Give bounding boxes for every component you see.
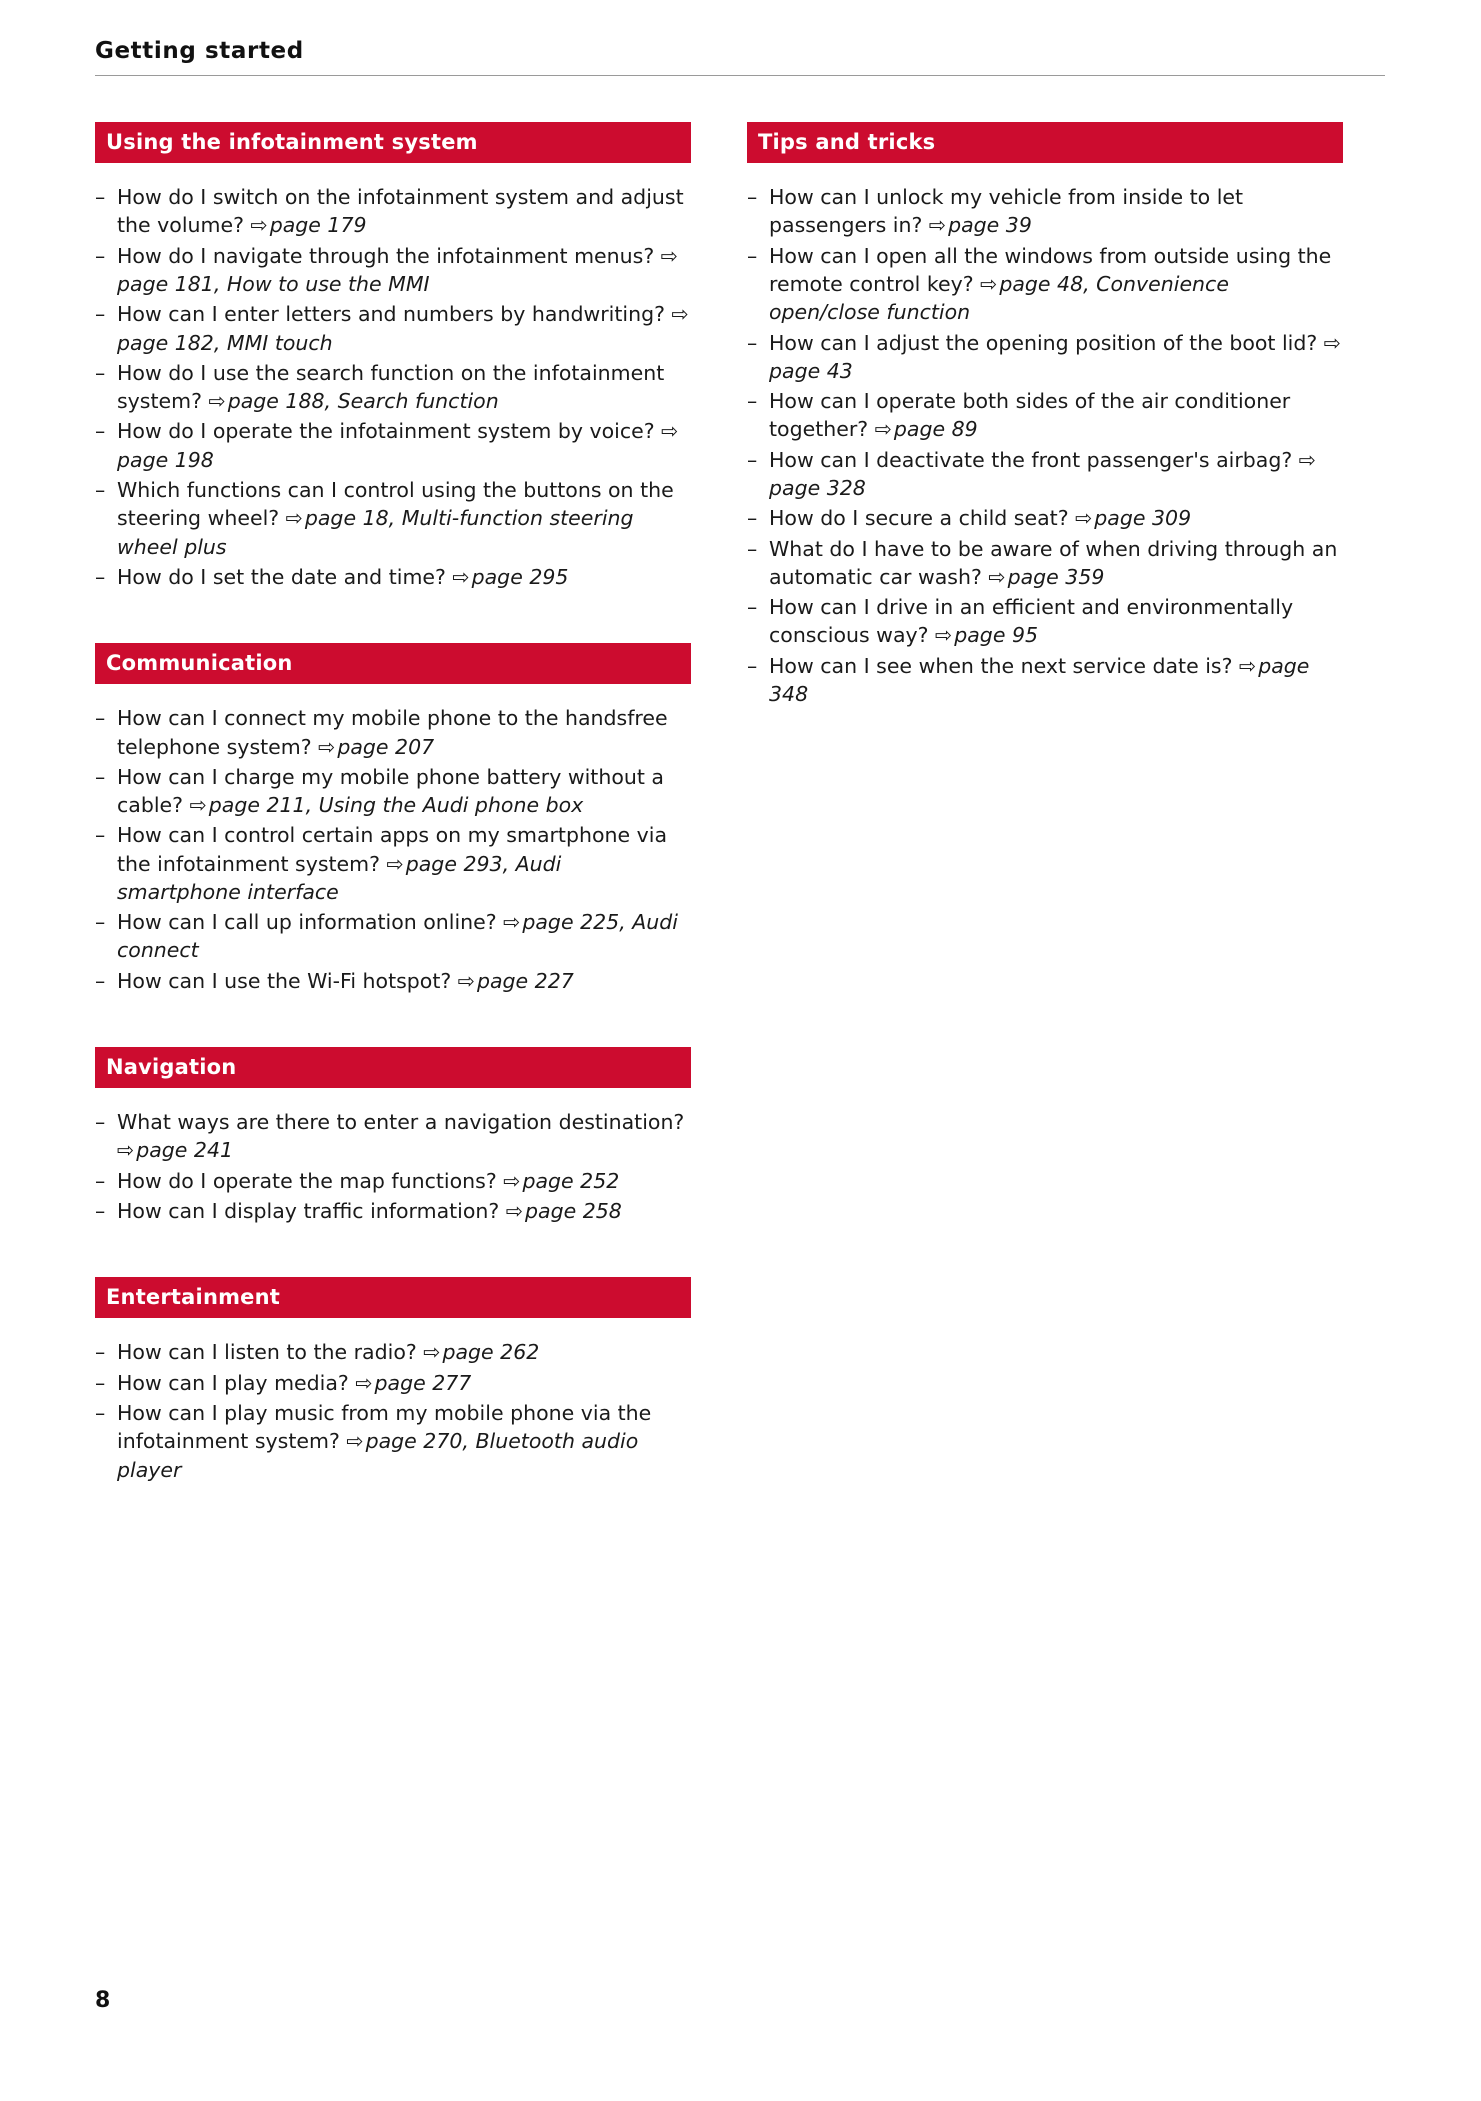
page-reference-label: page 252	[522, 1168, 620, 1193]
question-text: How can I see when the next service date is? ⇨page 348	[769, 653, 1310, 706]
page-reference-label: page 95	[954, 623, 1039, 648]
list-item	[95, 1338, 691, 1366]
bullet-dash-icon: –	[95, 910, 106, 935]
reference-arrow-icon: ⇨	[423, 1340, 441, 1365]
bullet-dash-icon: –	[95, 823, 106, 848]
list-item	[95, 1399, 691, 1484]
reference-arrow-icon: ⇨	[935, 623, 953, 648]
page-reference-label: page 258	[525, 1199, 622, 1224]
page-reference-label: page 328	[769, 475, 866, 500]
page-reference-label: page 89	[893, 417, 978, 442]
reference-arrow-icon: ⇨	[346, 1429, 364, 1454]
reference-arrow-icon: ⇨	[452, 564, 470, 589]
reference-arrow-icon: ⇨	[189, 793, 207, 818]
list-item	[95, 1369, 691, 1397]
reference-arrow-icon: ⇨	[988, 564, 1006, 589]
bullet-dash-icon: –	[95, 1168, 106, 1193]
reference-arrow-icon: ⇨	[503, 910, 521, 935]
list-item	[747, 183, 1343, 240]
page-reference[interactable]	[117, 1138, 233, 1162]
page-reference-label: page 227	[476, 968, 574, 993]
reference-arrow-icon: ⇨	[671, 302, 689, 327]
question-text: How can I display traffic information? ⇨page 258	[117, 1197, 691, 1225]
reference-arrow-icon: ⇨	[874, 417, 892, 442]
question-text: How do I navigate through the infotainment menus? ⇨page 181, How to use the MMI	[117, 243, 678, 296]
question-text: How can I connect my mobile phone to the handsfree telephone system? ⇨page 207	[117, 704, 691, 761]
question-text: How do I operate the map functions? ⇨page 252	[117, 1167, 691, 1195]
page-reference[interactable]	[117, 910, 678, 962]
header-divider	[95, 75, 1385, 76]
page-reference-label: page 295	[471, 564, 569, 589]
question-text: How can I open all the windows from outside using the remote control key? ⇨page 48, Convenience open/close function	[769, 243, 1332, 325]
reference-arrow-icon: ⇨	[208, 389, 226, 414]
faq-section	[95, 643, 691, 995]
bullet-dash-icon: –	[747, 185, 758, 210]
page-title: Getting started	[95, 38, 304, 64]
page-reference-label: page 262	[442, 1340, 540, 1365]
list-item	[95, 476, 691, 561]
page-reference[interactable]	[117, 302, 691, 354]
reference-arrow-icon: ⇨	[1075, 506, 1093, 531]
page-reference[interactable]	[769, 272, 1229, 324]
bullet-dash-icon: –	[95, 302, 106, 327]
page-header	[95, 38, 1385, 76]
question-list	[95, 704, 691, 995]
bullet-dash-icon: –	[95, 243, 106, 268]
reference-arrow-icon: ⇨	[250, 213, 268, 238]
page-reference[interactable]	[190, 793, 584, 817]
page-reference[interactable]	[117, 244, 680, 296]
reference-arrow-icon: ⇨	[505, 1199, 523, 1224]
page-reference-label: page 241	[136, 1138, 234, 1163]
question-text: How can I charge my mobile phone battery without a cable? ⇨page 211, Using the Audi phone box	[117, 763, 691, 820]
page-reference-label: page 48, Convenience open/close function	[769, 271, 1229, 325]
bullet-dash-icon: –	[747, 447, 758, 472]
question-text: Which functions can I control using the buttons on the steering wheel? ⇨page 18, Multi-function steering wheel plus	[117, 477, 674, 559]
page-reference[interactable]	[935, 623, 1038, 647]
bullet-dash-icon: –	[95, 419, 106, 444]
page-reference-label: page 211, Using the Audi phone box	[208, 793, 584, 818]
reference-arrow-icon: ⇨	[355, 1370, 373, 1395]
reference-arrow-icon: ⇨	[117, 1138, 135, 1163]
page-reference-label: page 181, How to use the MMI	[117, 271, 430, 296]
list-item	[95, 704, 691, 761]
question-list	[95, 183, 691, 591]
page-reference-label: page 18, Multi-function steering wheel plus	[117, 506, 634, 559]
question-list	[747, 183, 1343, 708]
bullet-dash-icon: –	[95, 764, 106, 789]
page-reference-label: page 348	[769, 653, 1310, 706]
list-item	[95, 563, 691, 591]
question-text: How do I operate the infotainment system by voice? ⇨page 198	[117, 419, 679, 472]
list-item	[95, 417, 691, 474]
page-reference-label: page 179	[269, 213, 367, 238]
reference-arrow-icon: ⇨	[503, 1168, 521, 1193]
list-item	[747, 329, 1343, 386]
bullet-dash-icon: –	[95, 185, 106, 210]
page-reference[interactable]	[318, 735, 434, 759]
bullet-dash-icon: –	[747, 243, 758, 268]
reference-arrow-icon: ⇨	[661, 419, 679, 444]
bullet-dash-icon: –	[95, 564, 106, 589]
question-text: How can I control certain apps on my smartphone via the infotainment system? ⇨page 293, Audi smartphone interface	[117, 823, 668, 904]
list-item	[747, 652, 1343, 709]
question-text: How can I listen to the radio? ⇨page 262	[117, 1338, 691, 1366]
page-reference[interactable]	[503, 1169, 619, 1193]
question-text: How can I deactivate the front passenger's airbag? ⇨page 328	[769, 447, 1316, 500]
reference-arrow-icon: ⇨	[928, 213, 947, 238]
bullet-dash-icon: –	[747, 389, 758, 414]
list-item	[747, 242, 1343, 327]
question-text: How can I call up information online? ⇨page 225, Audi connect	[117, 910, 678, 963]
page-reference[interactable]	[355, 1371, 471, 1395]
page-reference[interactable]	[988, 565, 1104, 589]
page-reference[interactable]	[209, 389, 499, 413]
list-item	[95, 763, 691, 820]
reference-arrow-icon: ⇨	[386, 851, 404, 876]
bullet-dash-icon: –	[747, 536, 758, 561]
page-reference[interactable]	[423, 1340, 539, 1364]
list-item	[747, 504, 1343, 532]
question-text: How can I unlock my vehicle from inside to let passengers in? ⇨page 39	[769, 183, 1343, 240]
list-item	[95, 183, 691, 240]
bullet-dash-icon: –	[95, 1110, 106, 1135]
question-text: How do I switch on the infotainment system and adjust the volume? ⇨page 179	[117, 183, 691, 240]
question-text: How can I adjust the opening position of the boot lid? ⇨page 43	[769, 330, 1341, 383]
question-text: How can I operate both sides of the air conditioner together? ⇨page 89	[769, 387, 1343, 444]
page-reference[interactable]	[452, 565, 568, 589]
page-reference-label: page 39	[948, 213, 1032, 238]
reference-arrow-icon: ⇨	[1298, 447, 1316, 472]
list-item	[747, 446, 1343, 503]
list-item	[95, 300, 691, 357]
page-reference[interactable]	[875, 417, 978, 441]
page-reference[interactable]	[506, 1199, 622, 1223]
faq-section	[95, 1277, 691, 1484]
faq-section	[95, 122, 691, 591]
page-reference-label: page 225, Audi connect	[117, 910, 678, 963]
list-item	[747, 535, 1343, 592]
reference-arrow-icon: ⇨	[285, 506, 303, 531]
section-heading: Entertainment	[95, 1277, 691, 1318]
page-reference[interactable]	[769, 331, 1343, 383]
bullet-dash-icon: –	[747, 330, 758, 355]
bullet-dash-icon: –	[95, 1199, 106, 1224]
page-reference[interactable]	[1075, 506, 1191, 530]
page-reference[interactable]	[929, 213, 1032, 237]
faq-section	[95, 1047, 691, 1225]
content-columns	[95, 122, 1390, 1486]
page-reference-label: page 293, Audi smartphone interface	[117, 851, 562, 904]
page-reference[interactable]	[251, 213, 367, 237]
question-text: How do I set the date and time? ⇨page 295	[117, 563, 691, 591]
page-number: 8	[95, 1988, 111, 2013]
bullet-dash-icon: –	[747, 506, 758, 531]
page-reference[interactable]	[769, 448, 1318, 500]
question-text: How can I drive in an efficient and environmentally conscious way? ⇨page 95	[769, 593, 1343, 650]
page-reference[interactable]	[117, 506, 634, 558]
page-reference[interactable]	[117, 1429, 638, 1481]
reference-arrow-icon: ⇨	[457, 968, 475, 993]
page-reference-label: page 359	[1007, 564, 1105, 589]
question-list	[95, 1108, 691, 1225]
list-item	[95, 1197, 691, 1225]
list-item	[95, 1108, 691, 1165]
page-reference-label: page 43	[769, 358, 853, 383]
page-reference-label: page 207	[337, 734, 435, 759]
question-text: How can I play media? ⇨page 277	[117, 1369, 691, 1397]
bullet-dash-icon: –	[95, 1370, 106, 1395]
list-item	[95, 908, 691, 965]
list-item	[95, 821, 691, 906]
page-reference[interactable]	[769, 654, 1309, 706]
page-reference[interactable]	[117, 852, 561, 904]
page-reference-label: page 277	[374, 1370, 472, 1395]
bullet-dash-icon: –	[95, 968, 106, 993]
page-reference-label: page 182, MMI touch	[117, 330, 333, 355]
question-text: How can I enter letters and numbers by handwriting? ⇨page 182, MMI touch	[117, 302, 689, 355]
question-text: How do I secure a child seat? ⇨page 309	[769, 504, 1343, 532]
page-reference-label: page 309	[1094, 506, 1192, 531]
list-item	[95, 1167, 691, 1195]
page-reference[interactable]	[117, 419, 680, 471]
page-reference-label: page 188, Search function	[227, 389, 499, 414]
section-heading: Communication	[95, 643, 691, 684]
question-text: How can I play music from my mobile phone via the infotainment system? ⇨page 270, Bluetooth audio player	[117, 1401, 652, 1482]
section-heading: Navigation	[95, 1047, 691, 1088]
list-item	[747, 387, 1343, 444]
reference-arrow-icon: ⇨	[318, 734, 336, 759]
section-heading: Using the infotainment system	[95, 122, 691, 163]
reference-arrow-icon: ⇨	[1323, 330, 1341, 355]
left-column	[95, 122, 691, 1486]
list-item	[95, 967, 691, 995]
question-text: How do I use the search function on the infotainment system? ⇨page 188, Search function	[117, 359, 691, 416]
bullet-dash-icon: –	[95, 477, 106, 502]
faq-section	[747, 122, 1343, 708]
bullet-dash-icon: –	[95, 706, 106, 731]
bullet-dash-icon: –	[747, 595, 758, 620]
section-heading: Tips and tricks	[747, 122, 1343, 163]
page-reference-label: page 270, Bluetooth audio player	[117, 1429, 639, 1482]
reference-arrow-icon: ⇨	[980, 271, 998, 296]
right-column	[747, 122, 1343, 1486]
page-reference-label: page 198	[117, 447, 214, 472]
list-item	[95, 242, 691, 299]
reference-arrow-icon: ⇨	[1239, 653, 1257, 678]
bullet-dash-icon: –	[747, 653, 758, 678]
bullet-dash-icon: –	[95, 1340, 106, 1365]
list-item	[747, 593, 1343, 650]
question-list	[95, 1338, 691, 1483]
question-text: How can I use the Wi-Fi hotspot? ⇨page 227	[117, 967, 691, 995]
bullet-dash-icon: –	[95, 360, 106, 385]
bullet-dash-icon: –	[95, 1401, 106, 1425]
question-text: What do I have to be aware of when driving through an automatic car wash? ⇨page 359	[769, 535, 1343, 592]
page-reference[interactable]	[458, 969, 574, 993]
reference-arrow-icon: ⇨	[660, 243, 678, 268]
list-item	[95, 359, 691, 416]
question-text: What ways are there to enter a navigation destination? ⇨page 241	[117, 1108, 691, 1165]
